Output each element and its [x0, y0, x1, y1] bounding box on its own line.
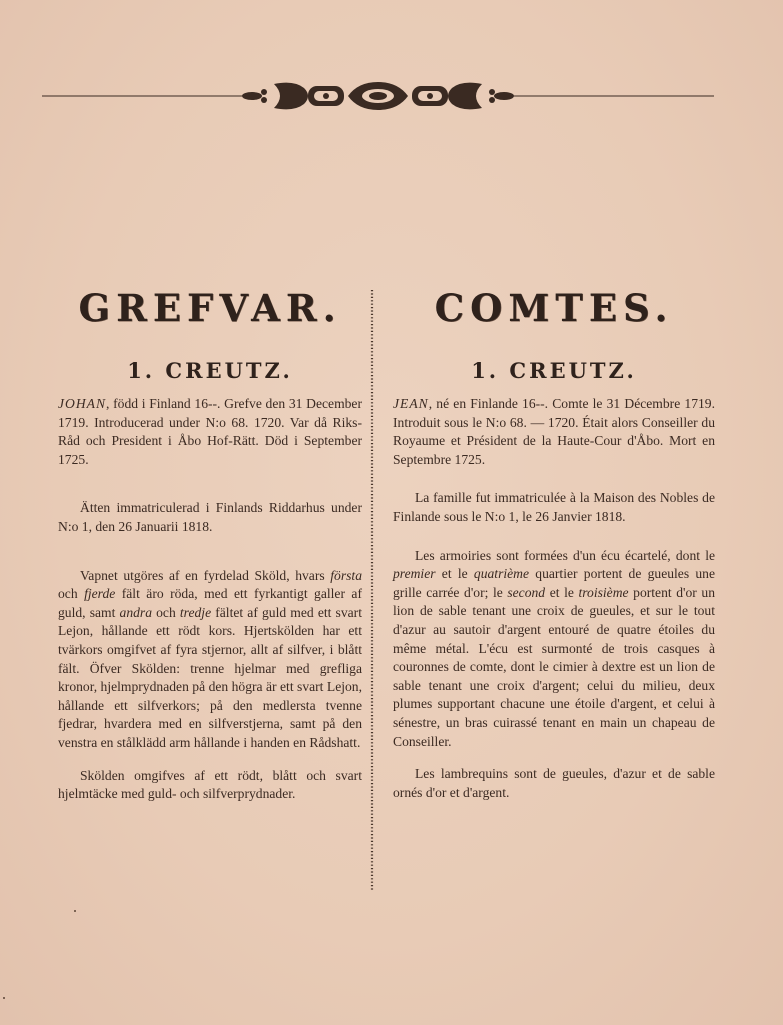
- family-title-right: 1. CREUTZ.: [471, 358, 637, 383]
- biography-paragraph-left: JOHAN, född i Finland 16--. Grefve den 31 December 1719. Introducerad under N:o 68. 1720. Var då Riks-Råd och President i Åbo Hof-Rätt. Död i September 1725.: [58, 396, 362, 467]
- header-ornament-icon: [42, 78, 714, 114]
- mantling-paragraph-left: Skölden omgifves af ett rödt, blått och svart hjelmtäcke med guld- och silfverprydnader.: [58, 767, 362, 802]
- french-column: [393, 286, 715, 802]
- person-name-left: JOHAN: [58, 396, 107, 411]
- immatriculation-paragraph-right: La famille fut immatriculée à la Maison des Nobles de Finlande sous le N:o 1, le 26 Janvier 1818.: [393, 490, 715, 524]
- paper-speck: [3, 997, 5, 999]
- section-title-left: GREFVAR.: [78, 286, 342, 330]
- paper-speck: [74, 910, 76, 912]
- person-name-right: JEAN: [393, 396, 429, 411]
- immatriculation-paragraph-left: Ätten immatriculerad i Finlands Riddarhus under N:o 1, den 26 Januarii 1818.: [58, 500, 362, 534]
- family-title-left: 1. CREUTZ.: [127, 358, 293, 383]
- arms-paragraph-left: Vapnet utgöres af en fyrdelad Sköld, hvars första och fjerde fält äro röda, med ett fyrkantigt galler af guld, samt andra och tredje fältet af guld med ett svart Lejon, hållande ett rödt kors. Hjertskölden har ett tvärkors omgifvet af fyra stjernor, allt af silfver, i blått fält. Öfver Skölden: trenne hjelmar med grefliga kronor, hjelmprydnaden på den högra är ett svart Lejon, hållande ett silfverkors; på den medlersta tvenne fjedrar, hvardera med en silfverstjerna, samt på den venstra en stålklädd arm hållande i handen en Rådshatt.: [58, 567, 362, 750]
- mantling-paragraph-right: Les lambrequins sont de gueules, d'azur et de sable ornés d'or et d'argent.: [393, 766, 715, 800]
- section-title-right: COMTES.: [434, 286, 674, 330]
- column-divider: [368, 290, 376, 890]
- biography-paragraph-right: JEAN, né en Finlande 16--. Comte le 31 Décembre 1719. Introduit sous le N:o 68. — 1720. Était alors Conseiller du Royaume et Président de la Haute-Cour d'Åbo. Mort en Septembre 1725.: [393, 396, 715, 467]
- arms-paragraph-right: Les armoiries sont formées d'un écu écartelé, dont le premier et le quatrième quartier portent de gueules une grille carrée d'or; le second et le troisième portent d'or un lion de sable tenant une croix de gueules, et sur le tout d'azur au sautoir d'argent entouré de quatre étoiles du même métal. L'écu est surmonté de trois casques à couronnes de comte, dont le cimier à dextre est un lion de sable tenant une croix d'argent; celui du milieu, deux plumes supportant chacune une étoile d'argent, et celui à sénestre, un bras cuirassé tenant en main un chapeau de Conseiller.: [393, 547, 715, 749]
- swedish-column: [58, 286, 362, 804]
